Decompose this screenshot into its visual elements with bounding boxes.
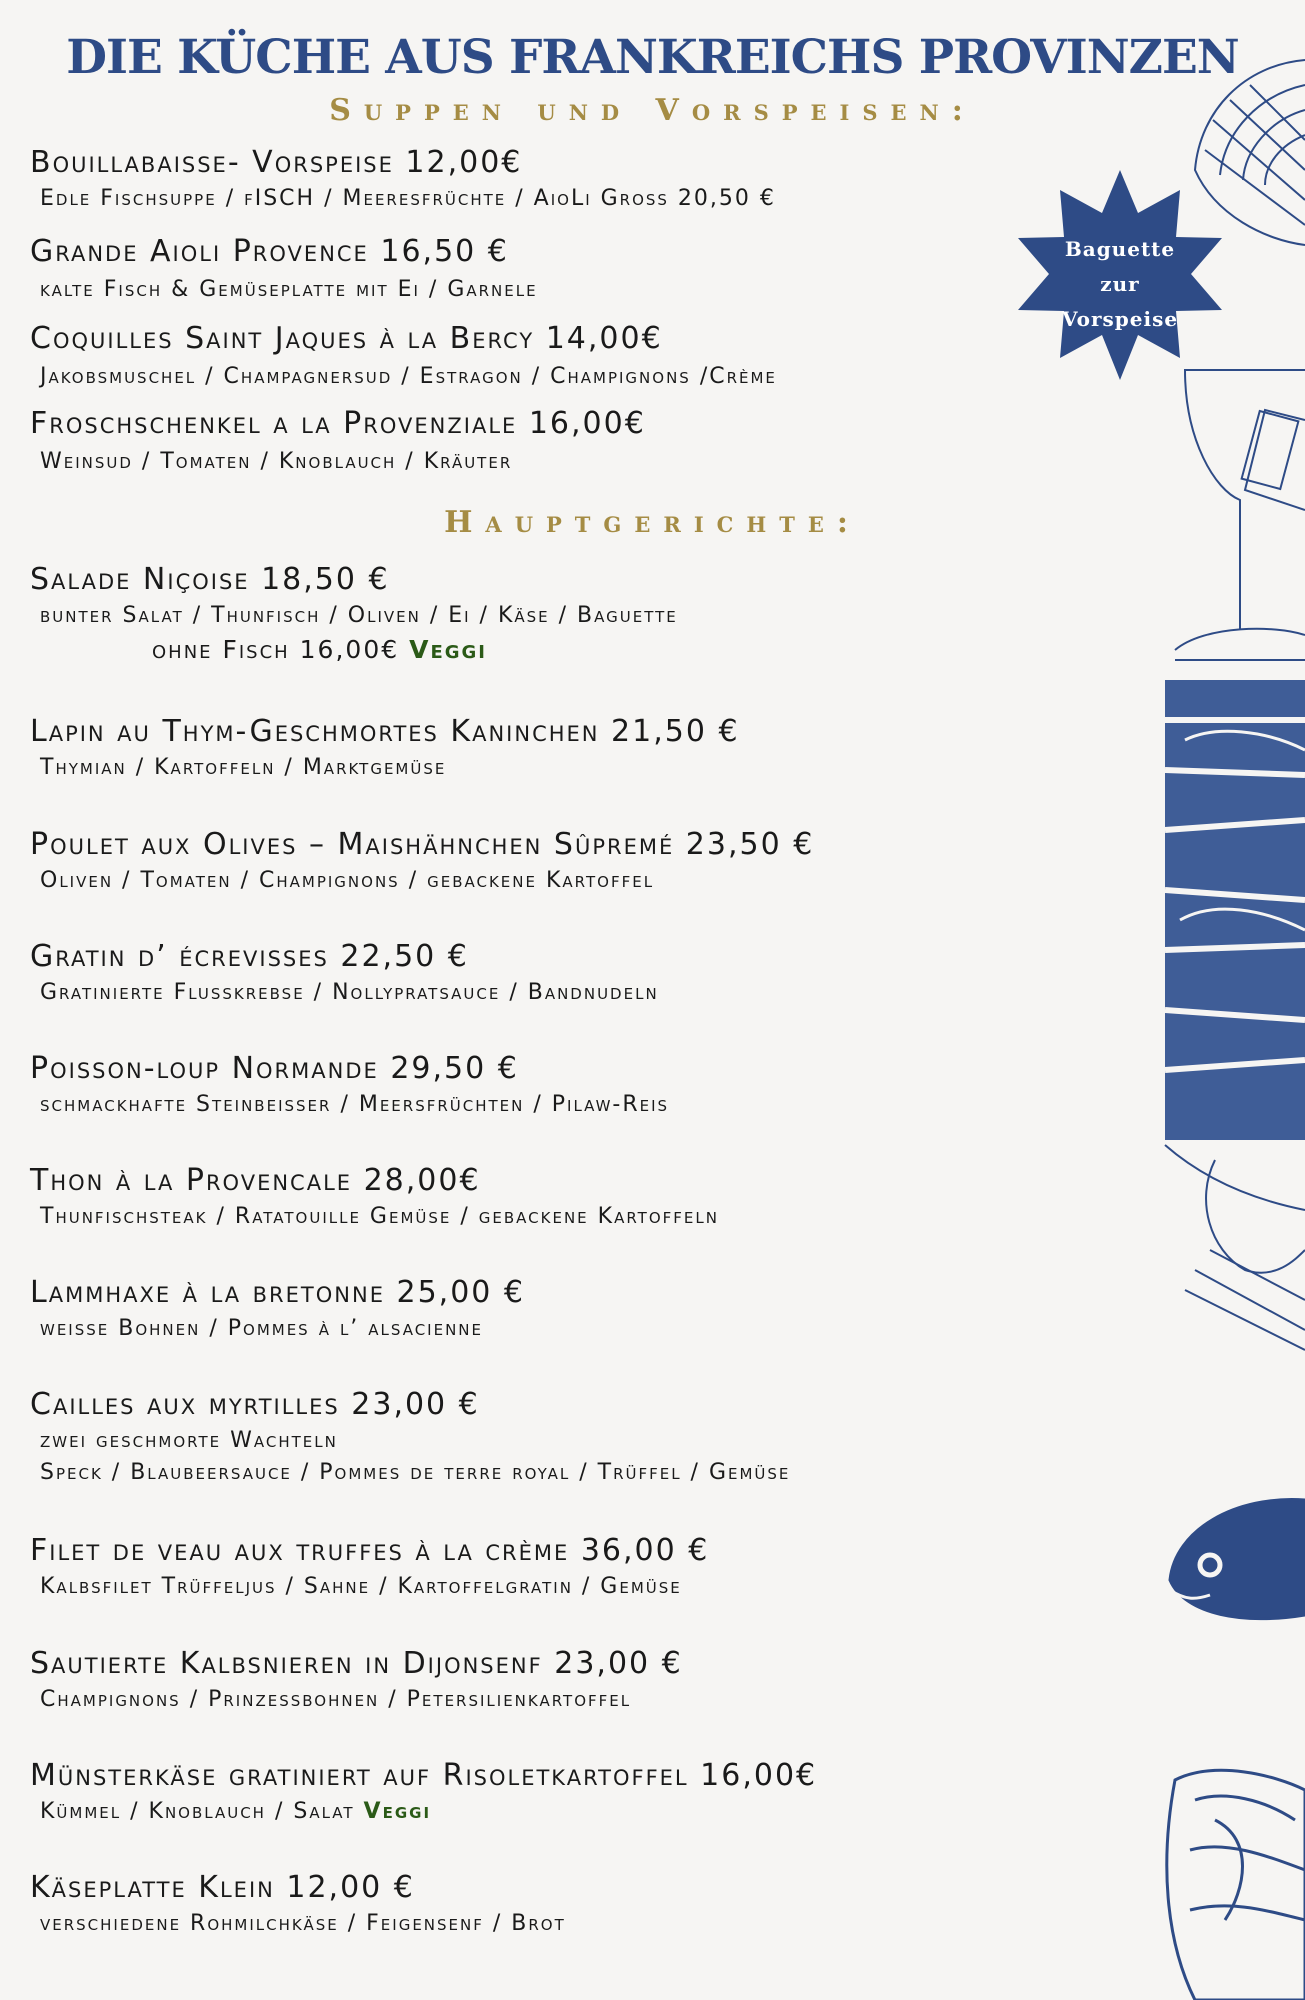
item-description: weisse Bohnen / Pommes à l’ alsacienne xyxy=(40,1316,483,1341)
item-variant-text: ohne Fisch 16,00€ xyxy=(152,635,400,664)
veggi-tag: Veggi xyxy=(363,1799,432,1824)
item-description: Gratinierte Flusskrebse / Nollypratsauce / Bandnudeln xyxy=(40,980,659,1005)
menu-item xyxy=(30,828,1080,896)
item-description: Champignons / Prinzessbohnen / Petersilienkartoffel xyxy=(40,1687,632,1712)
trout-illustration xyxy=(1155,1440,1305,1690)
menu-item xyxy=(30,146,1080,214)
item-description: bunter Salat / Thunfisch / Oliven / Ei / Käse / Baguette xyxy=(40,603,678,628)
item-title: Coquilles Saint Jaques à la Bercy 14,00€ xyxy=(30,321,663,356)
item-description: Oliven / Tomaten / Champignons / gebackene Kartoffel xyxy=(40,868,655,893)
item-description: Kalbsfilet Trüffeljus / Sahne / Kartoffelgratin / Gemüse xyxy=(40,1574,682,1599)
item-title: Lapin au Thym-Geschmortes Kaninchen 21,50 € xyxy=(30,714,740,749)
item-title: Grande Aioli Provence 16,50 € xyxy=(30,234,509,269)
menu-item xyxy=(30,235,1080,305)
item-description: kalte Fisch & Gemüseplatte mit Ei / Garnele xyxy=(40,277,538,302)
menu-item xyxy=(30,1276,1080,1344)
menu-item xyxy=(30,1164,1080,1232)
menu-item xyxy=(30,1871,1080,1939)
page-title: DIE KÜCHE AUS FRANKREICHS PROVINZEN xyxy=(66,30,1239,85)
item-description-text: Kümmel / Knoblauch / Salat xyxy=(40,1799,355,1824)
menu-item xyxy=(30,1534,1080,1602)
item-description xyxy=(30,1797,1080,1827)
section-title-mains: Hauptgerichte: xyxy=(444,505,861,540)
item-title: Cailles aux myrtilles 23,00 € xyxy=(30,1387,480,1422)
item-description: Jakobsmuschel / Champagnersud / Estragon / Champignons /Crème xyxy=(40,364,777,389)
item-variant xyxy=(30,635,1080,665)
item-description: Weinsud / Tomaten / Knoblauch / Kräuter xyxy=(40,449,513,474)
item-description: Thymian / Kartoffeln / Marktgemüse xyxy=(40,755,447,780)
menu-item xyxy=(30,1647,1080,1715)
item-title: Salade Niçoise 18,50 € xyxy=(30,562,390,597)
item-title: Käseplatte Klein 12,00 € xyxy=(30,1870,415,1905)
fish-stack-illustration xyxy=(1155,680,1305,1140)
item-description: verschiedene Rohmilchkäse / Feigensenf / Brot xyxy=(40,1911,566,1936)
menu-item xyxy=(30,940,1080,1008)
item-description: Speck / Blaubeersauce / Pommes de terre royal / Trüffel / Gemüse xyxy=(40,1460,791,1485)
menu-item xyxy=(30,322,1080,392)
item-description: schmackhafte Steinbeisser / Meersfrüchten / Pilaw-Reis xyxy=(40,1092,670,1117)
item-title: Poisson-loup Normande 29,50 € xyxy=(30,1051,519,1086)
menu-item xyxy=(30,1759,1080,1827)
badge-line-3: Vorspeise xyxy=(1061,307,1179,331)
menu-item xyxy=(30,715,1080,783)
badge-line-1: Baguette xyxy=(1064,237,1176,261)
badge-line-2: zur xyxy=(1100,272,1140,296)
item-title: Münsterkäse gratiniert auf Risoletkartoffel 16,00€ xyxy=(30,1758,818,1793)
item-title: Froschschenkel a la Provenziale 16,00€ xyxy=(30,406,646,441)
section-title-starters: Suppen und Vorspeisen: xyxy=(329,93,976,128)
item-description: zwei geschmorte Wachteln xyxy=(40,1428,338,1453)
item-title: Lammhaxe à la bretonne 25,00 € xyxy=(30,1275,526,1310)
item-title: Poulet aux Olives – Maishähnchen Sûpremé 23,50 € xyxy=(30,827,815,862)
item-description: Edle Fischsuppe / fISCH / Meeresfrüchte / AioLi Gross 20,50 € xyxy=(40,186,776,211)
item-title: Gratin d’ écrevisses 22,50 € xyxy=(30,939,469,974)
menu-item xyxy=(30,407,1080,477)
veggi-tag: Veggi xyxy=(409,635,487,664)
oyster-illustration xyxy=(1155,1760,1305,2000)
item-title: Bouillabaisse- Vorspeise 12,00€ xyxy=(30,145,523,180)
item-description: Thunfischsteak / Ratatouille Gemüse / gebackene Kartoffeln xyxy=(40,1204,719,1229)
item-title: Thon à la Provencale 28,00€ xyxy=(30,1163,481,1198)
menu-item xyxy=(30,563,1080,665)
item-title: Filet de veau aux truffes à la crème 36,00 € xyxy=(30,1533,710,1568)
menu-item xyxy=(30,1052,1080,1120)
menu-item xyxy=(30,1388,1080,1488)
lobster-illustration xyxy=(1155,1140,1305,1360)
item-title: Sautierte Kalbsnieren in Dijonsenf 23,00 € xyxy=(30,1646,683,1681)
